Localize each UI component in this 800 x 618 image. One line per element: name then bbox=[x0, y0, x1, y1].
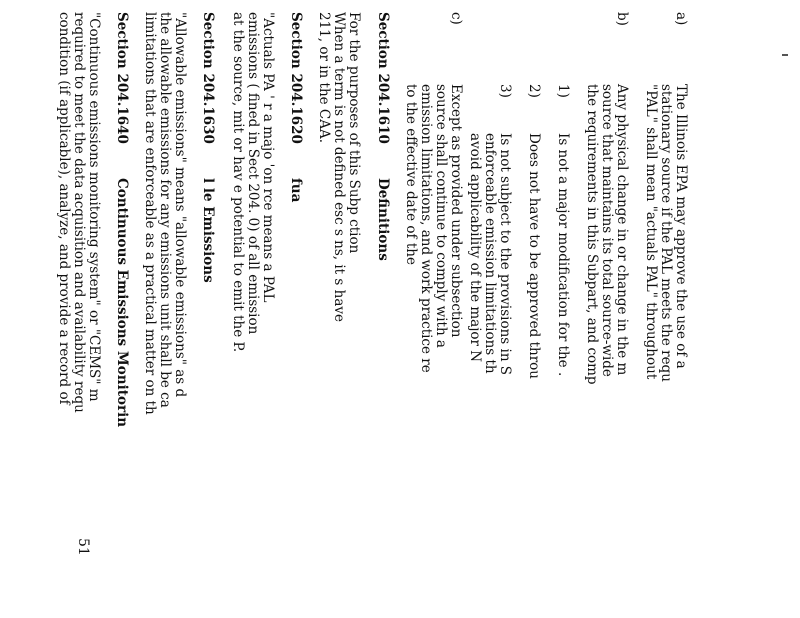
scan-mark bbox=[782, 54, 788, 56]
item-a-line-3: "PAL" shall mean "actuals PAL" throughout bbox=[643, 84, 659, 380]
item-b-label: b) bbox=[614, 12, 630, 26]
section-1620-title: fua bbox=[288, 178, 304, 203]
item-a-line-1: The Illinois EPA may approve the use of a bbox=[673, 84, 689, 369]
item-b-sub-2-label: 2) bbox=[526, 84, 542, 98]
section-1630-line-1: "Allowable emissions" means "allowable emissions" as d bbox=[172, 12, 188, 398]
section-1610-line-3: 211, or in the CAA. bbox=[316, 12, 332, 144]
item-c-label: c) bbox=[448, 12, 464, 25]
item-c-line-2: source shall continue to comply with a bbox=[433, 84, 449, 348]
section-1640-line-3: condition (if applicable), analyze, and provide a record of bbox=[56, 12, 72, 405]
item-a-line-2: stationary source if the PAL meets the requ bbox=[658, 84, 674, 382]
section-1610-line-2: When a term is not defined esc s ns, it s have bbox=[331, 12, 347, 322]
item-b-line-2: source that maintains its total source-wide bbox=[599, 84, 615, 377]
section-1640-line-1: "Continuous emissions monitoring system" or "CEMS" m bbox=[86, 12, 102, 402]
item-b-line-3: the requirements in this Subpart, and comp bbox=[584, 84, 600, 385]
item-b-line-1: Any physical change in or change in the m bbox=[614, 84, 630, 376]
item-b-sub-1-line-1: Is not a major modification for the . bbox=[555, 133, 571, 377]
section-1640-number: Section 204.1640 bbox=[114, 12, 130, 144]
item-b-sub-3-label: 3) bbox=[497, 84, 513, 98]
section-1640-title: Continuous Emissions Monitorin bbox=[114, 178, 130, 428]
item-b-sub-2-line-1: Does not have to be approved throu bbox=[526, 133, 542, 379]
item-c-line-4: to the effective date of the bbox=[403, 84, 419, 265]
section-1620-line-3: at the source, mit or hav e potential to emit the P. bbox=[230, 12, 246, 353]
item-c-line-1: Except as provided under subsection bbox=[448, 84, 464, 338]
item-c-line-3: emission limitations, and work practice re bbox=[418, 84, 434, 373]
section-1630-line-3: limitations that are enforceable as a practical matter on th bbox=[142, 12, 158, 415]
item-b-sub-3-line-2: enforceable emission limitations th bbox=[482, 133, 498, 374]
section-1620-line-1: "Actuals PA ' r a majo 'on rce means a PAL bbox=[260, 12, 276, 303]
page-number: 51 bbox=[75, 538, 91, 556]
section-1630-number: Section 204.1630 bbox=[200, 12, 216, 144]
section-1610-number: Section 204.1610 bbox=[375, 12, 391, 144]
item-b-sub-3-line-3: avoid applicability of the major N bbox=[467, 133, 483, 363]
section-1640-line-2: required to meet the data acquisition and availability requ bbox=[71, 12, 87, 413]
item-b-sub-3-line-1: Is not subject to the provisions in S bbox=[497, 133, 513, 376]
section-1610-title: Definitions bbox=[375, 178, 391, 261]
section-1630-title: l le Emissions bbox=[200, 178, 216, 283]
item-b-sub-1-label: 1) bbox=[555, 84, 571, 98]
section-1630-line-2: the allowable emissions for any emissions unit shall be ca bbox=[157, 12, 173, 408]
section-1620-line-2: emissions ( fined in Sect 204. 0) of all emission bbox=[245, 12, 261, 335]
section-1610-line-1: For the purposes of this Subp ction bbox=[346, 12, 362, 254]
item-a-label: a) bbox=[673, 12, 689, 26]
section-1620-number: Section 204.1620 bbox=[288, 12, 304, 144]
